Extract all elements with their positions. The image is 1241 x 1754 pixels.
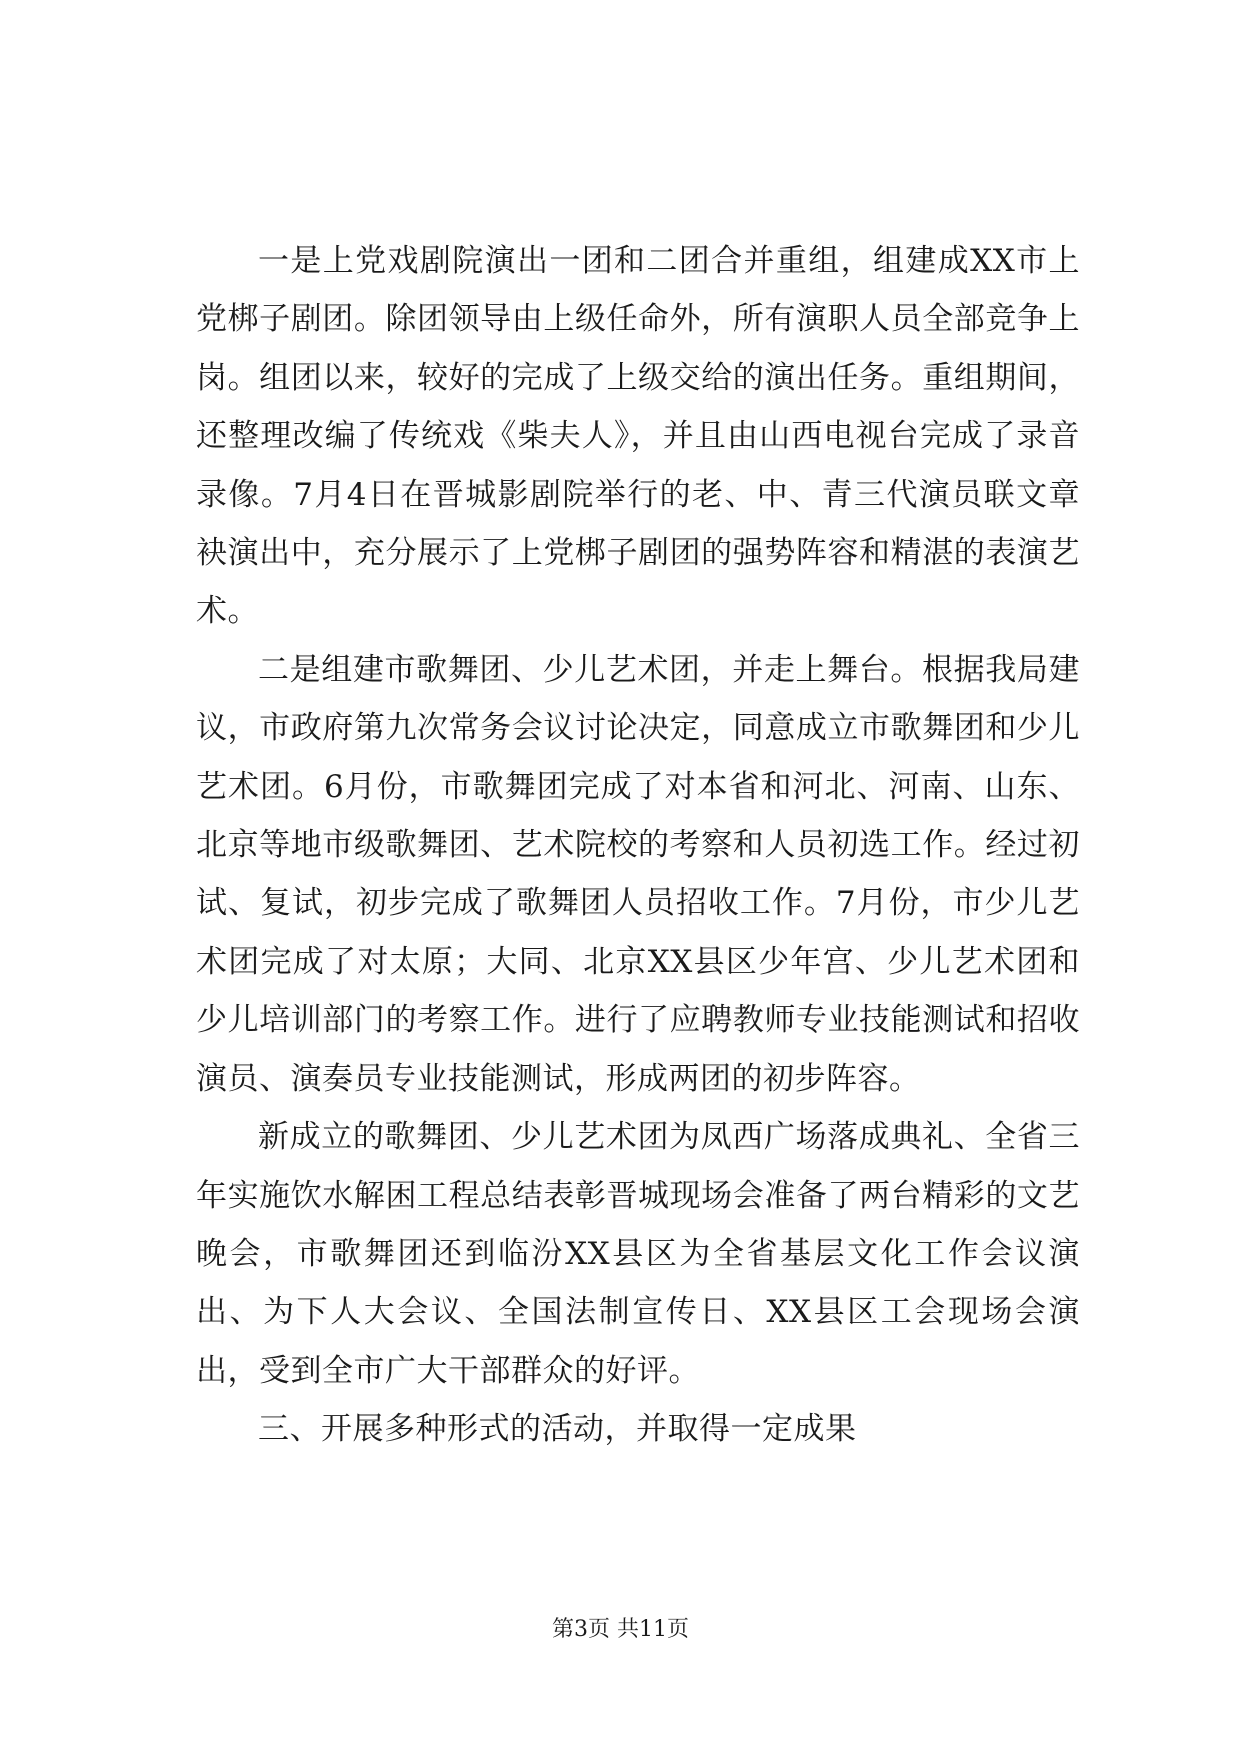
- paragraph-performances: 新成立的歌舞团、少儿艺术团为凤西广场落成典礼、全省三年实施饮水解困工程总结表彰晋城现场会准备了两台精彩的文艺晚会，市歌舞团还到临汾XX县区为全省基层文化工作会议演出、为下人大会议、全国法制宣传日、XX县区工会现场会演出，受到全市广大干部群众的好评。: [196, 1119, 1080, 1389]
- paragraph-song-dance-troupe: 二是组建市歌舞团、少儿艺术团，并走上舞台。根据我局建议，市政府第九次常务会议讨论决定，同意成立市歌舞团和少儿艺术团。6月份，市歌舞团完成了对本省和河北、河南、山东、北京等地市级歌舞团、艺术院校的考察和人员初选工作。经过初试、复试，初步完成了歌舞团人员招收工作。7月份，市少儿艺术团完成了对太原；大同、北京XX县区少年宫、少儿艺术团和少儿培训部门的考察工作。进行了应聘教师专业技能测试和招收演员、演奏员专业技能测试，形成两团的初步阵容。: [196, 651, 1080, 1097]
- paragraph-troupe-reorganization: 一是上党戏剧院演出一团和二团合并重组，组建成XX市上党梆子剧团。除团领导由上级任命外，所有演职人员全部竞争上岗。组团以来，较好的完成了上级交给的演出任务。重组期间，还整理改编了传统戏《柴夫人》，并且由山西电视台完成了录音录像。7月4日在晋城影剧院举行的老、中、青三代演员联文章袂演出中，充分展示了上党梆子剧团的强势阵容和精湛的表演艺术。: [196, 243, 1080, 630]
- page-number-footer: 第3页 共11页: [552, 1617, 689, 1642]
- section-heading-activities: 三、开展多种形式的活动，并取得一定成果: [258, 1411, 857, 1448]
- document-body: [196, 232, 1080, 1459]
